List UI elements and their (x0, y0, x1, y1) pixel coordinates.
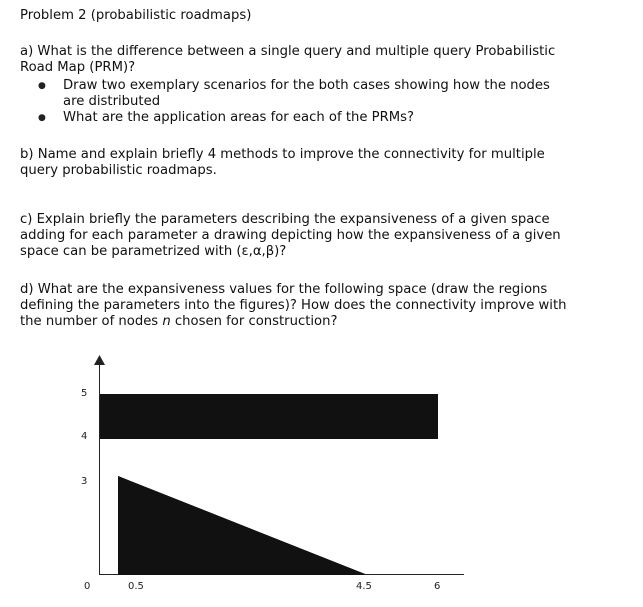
part-c-line2: adding for each parameter a drawing depicting how the expansiveness of a given (20, 228, 561, 243)
part-c-line1: c) Explain briefly the parameters describing the expansiveness of a given space (20, 212, 550, 227)
part-d-line1: d) What are the expansiveness values for the following space (draw the regions (20, 282, 548, 297)
part-a-question-line2: Road Map (PRM)? (20, 60, 136, 75)
part-d-line3-post: chosen for construction? (170, 314, 338, 329)
obstacle-rectangle (100, 394, 438, 439)
part-b-line1: b) Name and explain briefly 4 methods to improve the connectivity for multiple (20, 147, 545, 162)
part-a-bullet1-line2: are distributed (63, 94, 161, 109)
y-tick-label: 5 (81, 388, 88, 399)
page-title: Problem 2 (probabilistic roadmaps) (20, 8, 252, 23)
part-d-variable-n: n (162, 314, 171, 329)
y-axis-arrow-icon (94, 355, 105, 365)
part-d-line2: defining the parameters into the figures)? How does the connectivity improve with (20, 298, 567, 313)
y-tick-label: 4 (81, 431, 88, 442)
x-tick-label: 6 (434, 581, 441, 592)
bullet-icon: ● (38, 113, 46, 123)
part-d-line3 (20, 314, 337, 330)
x-tick-label: 4.5 (356, 581, 372, 592)
part-d-line3-pre: the number of nodes (20, 314, 163, 329)
x-tick-label: 0 (84, 581, 91, 592)
part-b-line2: query probabilistic roadmaps. (20, 163, 217, 178)
y-tick-label: 3 (81, 476, 88, 487)
part-a-bullet1-line1: Draw two exemplary scenarios for the both cases showing how the nodes (63, 78, 550, 93)
x-tick-label: 0.5 (128, 581, 144, 592)
part-c-line3: space can be parametrized with (ε,α,β)? (20, 244, 287, 259)
part-a-question-line1: a) What is the difference between a single query and multiple query Probabilistic (20, 44, 556, 59)
bullet-icon: ● (38, 81, 46, 91)
obstacle-triangle (100, 470, 365, 575)
part-a-bullet2-line1: What are the application areas for each of the PRMs? (63, 110, 415, 125)
